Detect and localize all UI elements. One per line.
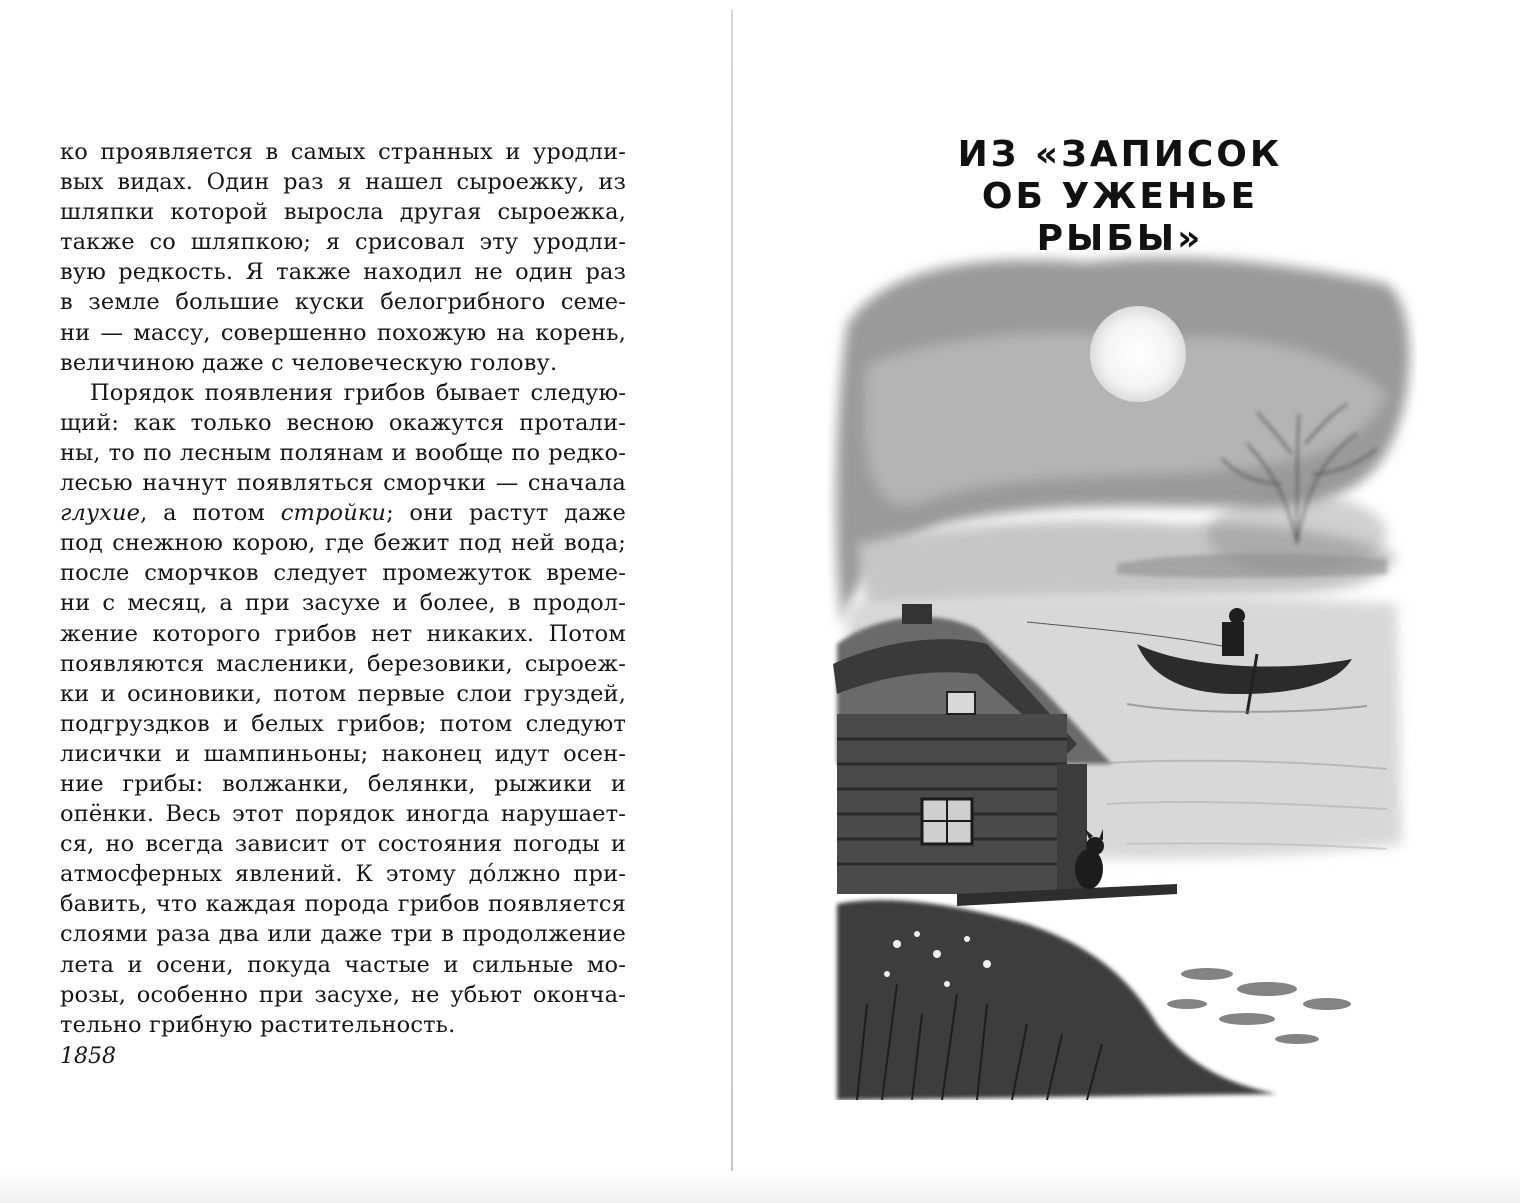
text-line: лета и осени, покуда частые и сильные мо- (60, 951, 626, 978)
text-line: также со шляпкою; я срисовал эту уродли- (60, 229, 626, 256)
text-line: лисички и шампиньоны; наконец идут осен- (60, 740, 626, 767)
text-line: атмосферных явлений. К этому до́лжно при- (60, 861, 626, 888)
text-line: щий: как только весною окажутся протали- (60, 409, 626, 436)
text-line: ки и осиновики, потом первые слои груздей, (60, 680, 626, 707)
text-line: слоями раза два или даже три в продолжение (60, 921, 626, 948)
text-line-mixed (60, 498, 626, 528)
text-line: ко проявляется в самых странных и уродли- (60, 139, 626, 165)
foreground-grass (837, 900, 1277, 1100)
text-line: ны, то по лесным полянам и вообще по редко- (60, 439, 626, 466)
text-line: жение которого грибов нет никаких. Потом (60, 620, 626, 647)
ink-wash-illustration (827, 244, 1417, 1100)
text-fragment: , а потом (140, 500, 281, 527)
text-line: ся, но всегда зависит от состояния погоды и (60, 831, 626, 858)
text-line: появляются масленики, березовики, сыроеж- (60, 650, 626, 677)
chapter-title (900, 134, 1340, 260)
text-line: ни — массу, совершенно похожую на корень, (60, 319, 626, 346)
text-line: ни с месяц, а при засухе и более, в продол- (60, 590, 626, 617)
text-line: подгруздков и белых грибов; потом следуют (60, 710, 626, 737)
text-line: ние грибы: волжанки, белянки, рыжики и (60, 770, 626, 797)
text-line: в земле большие куски белогрибного семе- (60, 289, 626, 316)
text-line: бавить, что каждая порода грибов появляется (60, 891, 626, 918)
text-line: после сморчков следует промежуток време- (60, 560, 626, 587)
chapter-title-line: ИЗ «ЗАПИСОК (957, 134, 1283, 175)
moon (1090, 306, 1186, 402)
text-line: под снежною корою, где бежит под ней вода; (60, 530, 626, 557)
text-line: опёнки. Весь этот порядок иногда нарушает- (60, 801, 626, 828)
text-line: величиною даже с человеческую голову. (60, 349, 558, 376)
left-page-text (60, 137, 626, 1069)
text-line: шляпки которой выросла другая сыроежка, (60, 199, 626, 226)
page-bottom-edge (0, 1171, 1520, 1203)
lily-pads (1167, 968, 1351, 1044)
text-line: лесью начнут появляться сморчки — сначала (60, 470, 626, 497)
text-line: розы, особенно при засухе, не убьют оконча- (60, 981, 626, 1008)
italic-term: стройки (280, 500, 387, 527)
text-fragment: ; они растут даже (386, 500, 626, 527)
date-year: 1858 (60, 1043, 116, 1069)
text-line: вых видах. Один раз я нашел сыроежку, из (60, 169, 626, 196)
page-gutter (731, 10, 733, 1203)
text-line: вую редкость. Я также находил не один раз (60, 259, 626, 286)
text-line: тельно грибную растительность. (60, 1011, 456, 1038)
paragraph-start-line: Порядок появления грибов бывает следую- (90, 379, 626, 406)
chapter-title-line: ОБ УЖЕНЬЕ РЫБЫ» (981, 176, 1259, 259)
italic-term: глухие (60, 500, 141, 527)
